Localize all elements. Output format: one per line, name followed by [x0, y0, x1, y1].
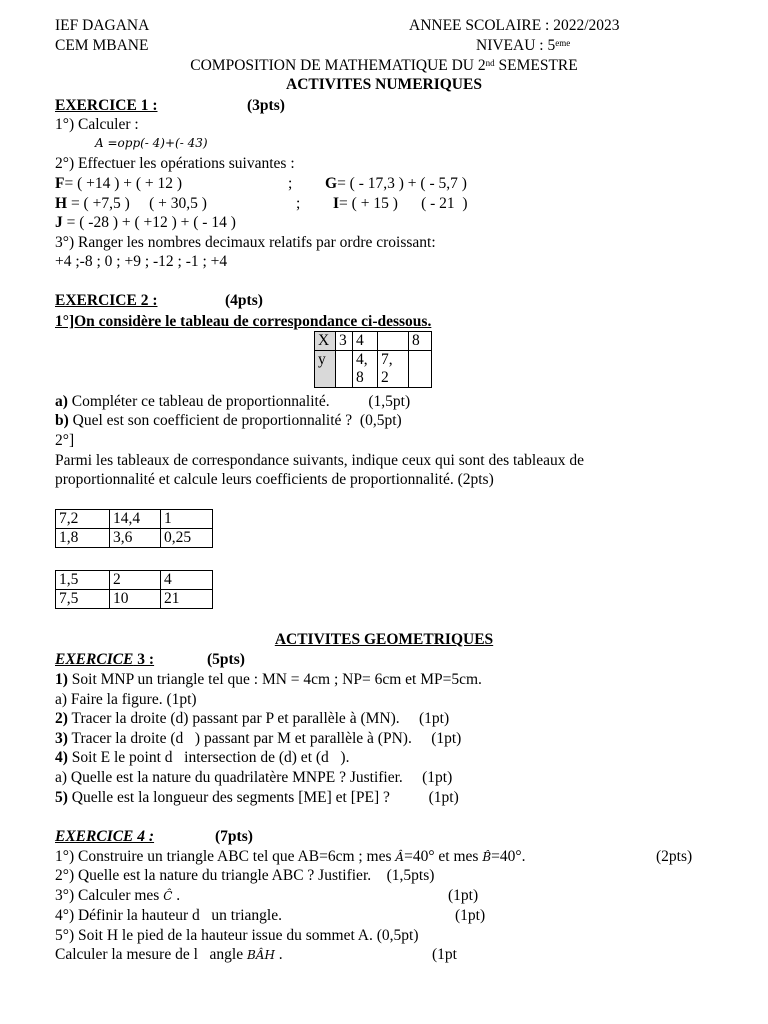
table-row — [315, 351, 432, 388]
ex1-sep-1: ; — [288, 175, 293, 192]
table-cell: 2 — [110, 571, 161, 590]
table-cell: 4, 8 — [353, 351, 378, 388]
table-row — [315, 332, 432, 351]
ex3-points: (5pts) — [207, 651, 245, 668]
ex4-title: EXERCICE 4 : — [55, 828, 155, 845]
ex4-line-1: 1°) Construire un triangle ABC tel que AB=6cm ; mes Â=40° et mes B̂=40°. — [55, 848, 526, 865]
ex3-title: EXERCICE 3 : — [55, 651, 155, 668]
table-cell: 3 — [336, 332, 353, 351]
school-cem: CEM MBANE — [55, 37, 149, 54]
ex2-q1: 1°]On considère le tableau de correspondance ci-dessous. — [55, 313, 432, 330]
table-cell: 14,4 — [110, 510, 161, 529]
ex1-op-g: G= ( - 17,3 ) + ( - 5,7 ) — [325, 175, 467, 192]
table-row — [56, 529, 213, 548]
table-cell: 7, 2 — [378, 351, 409, 388]
table-cell: 4 — [353, 332, 378, 351]
table-cell — [378, 332, 409, 351]
table-cell: 10 — [110, 590, 161, 609]
ex1-op-f: F= ( +14 ) + ( + 12 ) — [55, 175, 183, 192]
table-cell: 8 — [409, 332, 432, 351]
ex2-b: b) Quel est son coefficient de proportionnalité ? (0,5pt) — [55, 412, 402, 429]
table-cell — [409, 351, 432, 388]
exam-title: COMPOSITION DE MATHEMATIQUE DU 2nd SEMESTRE — [190, 57, 578, 74]
ex4-line-5: 5°) Soit H le pied de la hauteur issue du sommet A. (0,5pt) — [55, 927, 419, 944]
ex3-line-2: a) Faire la figure. (1pt) — [55, 691, 197, 708]
table-cell: 1,5 — [56, 571, 110, 590]
level: NIVEAU : 5eme — [476, 37, 571, 54]
ex4-line-6: Calculer la mesure de l angle BÂH . — [55, 946, 283, 963]
ex4-line-2: 2°) Quelle est la nature du triangle ABC ? Justifier. (1,5pts) — [55, 867, 435, 884]
table-cell: 4 — [161, 571, 213, 590]
section-numeric: ACTIVITES NUMERIQUES — [286, 76, 482, 93]
school-name: IEF DAGANA — [55, 17, 150, 34]
ex2-q2: 2°] — [55, 432, 75, 449]
ex4-line-4-points: (1pt) — [455, 907, 486, 924]
table-cell: y — [315, 351, 336, 388]
ex3-line-1: 1) Soit MNP un triangle tel que : MN = 4cm ; NP= 6cm et MP=5cm. — [55, 671, 482, 688]
section-geometry: ACTIVITES GEOMETRIQUES — [274, 631, 494, 648]
ex3-line-6: a) Quelle est la nature du quadrilatère MNPE ? Justifier. (1pt) — [55, 769, 453, 786]
ex2-title: EXERCICE 2 : — [55, 292, 158, 309]
ex4-line-6-points: (1pt — [432, 946, 457, 963]
table-cell: 21 — [161, 590, 213, 609]
ex3-line-4: 3) Tracer la droite (d ) passant par M et parallèle à (PN). (1pt) — [55, 730, 462, 747]
table-cell: 1 — [161, 510, 213, 529]
ex1-op-h: H = ( +7,5 ) ( + 30,5 ) — [55, 195, 207, 212]
table-cell: X — [315, 332, 336, 351]
school-year: ANNEE SCOLAIRE : 2022/2023 — [409, 17, 620, 34]
ex3-line-5: 4) Soit E le point d intersection de (d) et (d ). — [55, 749, 350, 766]
table-row — [56, 510, 213, 529]
ex2-q2-text-2: proportionnalité et calcule leurs coefficients de proportionnalité. (2pts) — [55, 471, 494, 488]
table-cell: 0,25 — [161, 529, 213, 548]
ex2-points: (4pts) — [225, 292, 263, 309]
ex1-q3: 3°) Ranger les nombres decimaux relatifs par ordre croissant: — [55, 234, 436, 251]
ex1-sep-2: ; — [296, 195, 301, 212]
proportion-table-2 — [55, 570, 213, 609]
ex4-points: (7pts) — [215, 828, 253, 845]
ex4-line-3: 3°) Calculer mes Ĉ . — [55, 887, 181, 904]
ex2-a: a) Compléter ce tableau de proportionnalité. (1,5pt) — [55, 393, 411, 410]
ex1-points: (3pts) — [247, 97, 285, 114]
table-cell — [336, 351, 353, 388]
ex1-op-j: J = ( -28 ) + ( +12 ) + ( - 14 ) — [55, 214, 236, 231]
table-cell: 1,8 — [56, 529, 110, 548]
ex4-line-3-points: (1pt) — [448, 887, 479, 904]
proportion-table-1 — [55, 509, 213, 548]
ex3-line-3: 2) Tracer la droite (d) passant par P et parallèle à (MN). (1pt) — [55, 710, 450, 727]
ex3-line-7: 5) Quelle est la longueur des segments [ME] et [PE] ? (1pt) — [55, 789, 459, 806]
ex1-q1: 1°) Calculer : — [55, 116, 139, 133]
ex4-line-1-points: (2pts) — [656, 848, 693, 865]
table-cell: 3,6 — [110, 529, 161, 548]
table-row — [56, 571, 213, 590]
correspondence-table — [314, 331, 432, 388]
ex1-numbers: +4 ;-8 ; 0 ; +9 ; -12 ; -1 ; +4 — [55, 253, 228, 270]
ex1-title: EXERCICE 1 : — [55, 97, 158, 114]
ex2-q2-text-1: Parmi les tableaux de correspondance suivants, indique ceux qui sont des tableaux de — [55, 452, 584, 469]
ex1-formula: A =opp(- 4)+(- 43) — [95, 136, 208, 150]
table-row — [56, 590, 213, 609]
ex1-q2: 2°) Effectuer les opérations suivantes : — [55, 155, 295, 172]
table-cell: 7,5 — [56, 590, 110, 609]
ex1-op-i: I= ( + 15 ) ( - 21 ) — [333, 195, 468, 212]
table-cell: 7,2 — [56, 510, 110, 529]
ex4-line-4: 4°) Définir la hauteur d un triangle. — [55, 907, 282, 924]
